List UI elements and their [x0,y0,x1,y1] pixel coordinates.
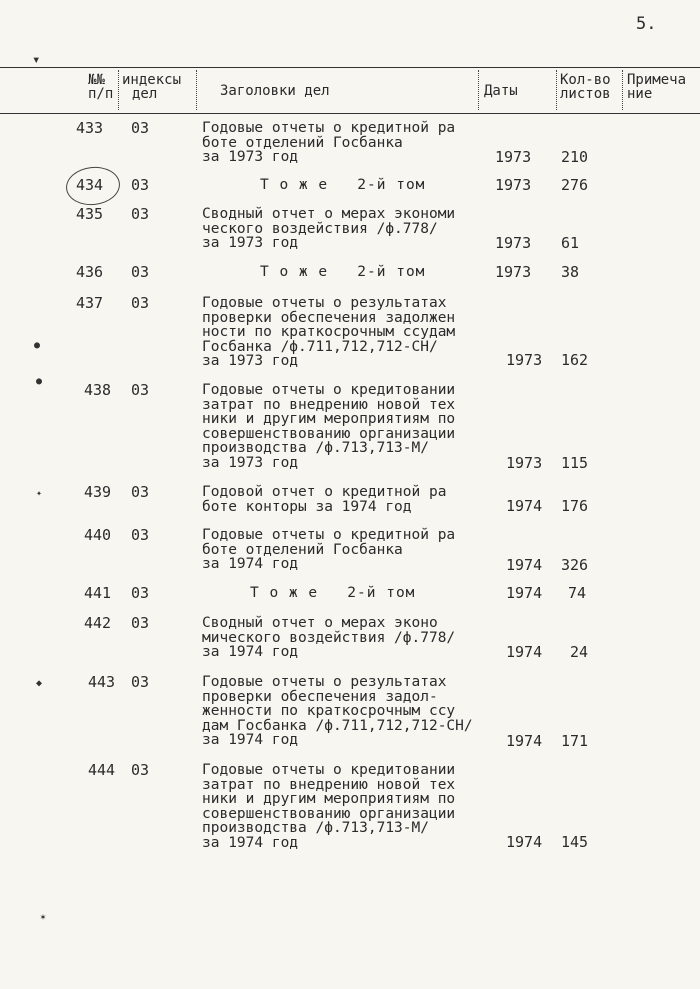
row-count: 176 [561,497,589,515]
ink-mark: ● [34,340,41,351]
row-title: Т о ж е 2-й том [260,177,426,193]
ink-mark: ▾ [32,52,41,68]
header-notes-line1: Примеча [627,72,687,88]
ink-mark: ✦ [36,488,43,499]
row-number: 442 [84,614,112,632]
header-index-line1: индексы [122,72,182,88]
header-notes-line2: ние [627,86,653,102]
row-count: 115 [561,454,589,472]
header-index-col [122,73,181,101]
row-year: 1974 [506,556,543,574]
row-number: 435 [76,205,104,223]
header-count-line2: листов [560,86,611,102]
row-number: 436 [76,263,104,281]
row-count: 145 [561,833,589,851]
row-title: Годовые отчеты о кредитной ра боте отделений Госбанка за 1974 год [202,527,456,573]
header-count-line1: Кол-во [560,72,611,88]
header-notes-col [627,73,686,101]
row-year: 1974 [506,584,543,602]
row-number: 438 [84,381,112,399]
header-titles: Заголовки дел [220,83,330,99]
column-separator [118,70,119,110]
header-top-rule [0,67,700,68]
row-number: 444 [88,761,116,779]
row-title: Сводный отчет о мерах экономи ческого воздействия /ф.778/ за 1973 год [202,206,456,252]
row-title: Годовые отчеты о кредитовании затрат по внедрению новой тех ники и другим мероприятиям по совершенствованию организации производства /ф.713,713-М/ за 1974 год [202,762,456,851]
row-year: 1973 [495,148,532,166]
row-index: 03 [131,673,150,691]
row-count: 210 [561,148,589,166]
row-index: 03 [131,119,150,137]
row-number: 439 [84,483,112,501]
row-year: 1974 [506,732,543,750]
row-count: 171 [561,732,589,750]
header-num-col [88,73,113,101]
row-title: Т о ж е 2-й том [250,585,416,601]
row-count: 24 [570,643,589,661]
ink-mark: ✶ [40,912,47,923]
row-index: 03 [131,205,150,223]
column-separator [622,70,623,110]
row-title: Годовые отчеты о кредитовании затрат по внедрению новой тех ники и другим мероприятиям по совершенствованию организации производства /ф.713,713-М/ за 1973 год [202,382,456,471]
row-number: 437 [76,294,104,312]
ink-mark: ● [36,376,43,387]
row-number: 440 [84,526,112,544]
header-bottom-rule [0,113,700,114]
row-count: 276 [561,176,589,194]
row-title: Сводный отчет о мерах эконо мического воздействия /ф.778/ за 1974 год [202,615,456,661]
row-index: 03 [131,526,150,544]
page-number: 5. [636,14,657,34]
header-index-line2: дел [132,86,158,102]
row-number: 443 [88,673,116,691]
column-separator [478,70,479,110]
row-number: 434 [76,176,104,194]
row-year: 1974 [506,833,543,851]
row-count: 74 [568,584,587,602]
row-year: 1973 [495,234,532,252]
row-number: 441 [84,584,112,602]
row-count: 326 [561,556,589,574]
row-year: 1973 [495,263,532,281]
row-index: 03 [131,584,150,602]
row-year: 1973 [506,454,543,472]
header-count-col [560,73,611,101]
row-index: 03 [131,483,150,501]
row-count: 162 [561,351,589,369]
row-count: 61 [561,234,580,252]
row-title: Годовой отчет о кредитной ра боте конторы за 1974 год [202,484,447,515]
row-year: 1974 [506,497,543,515]
row-index: 03 [131,263,150,281]
header-dates: Даты [484,83,518,99]
row-title: Годовые отчеты о результатах проверки обеспечения задол- женности по краткосрочным ссу дам Госбанка /ф.711,712,712-СН/ за 1974 год [202,674,473,749]
row-year: 1973 [495,176,532,194]
column-separator [556,70,557,110]
row-title: Годовые отчеты о результатах проверки обеспечения задолжен ности по краткосрочным ссудам Госбанка /ф.711,712,712-СН/ за 1973 год [202,295,456,370]
row-title: Т о ж е 2-й том [260,264,426,280]
row-index: 03 [131,761,150,779]
ink-mark: ◆ [36,678,43,689]
header-num-line2: п/п [88,86,114,102]
row-index: 03 [131,614,150,632]
row-index: 03 [131,294,150,312]
row-count: 38 [561,263,580,281]
row-title: Годовые отчеты о кредитной ра боте отделений Госбанка за 1973 год [202,120,456,166]
row-year: 1973 [506,351,543,369]
column-separator [196,70,197,110]
header-num-line1: №№ [88,72,105,88]
row-number: 433 [76,119,104,137]
row-year: 1974 [506,643,543,661]
row-index: 03 [131,381,150,399]
row-index: 03 [131,176,150,194]
